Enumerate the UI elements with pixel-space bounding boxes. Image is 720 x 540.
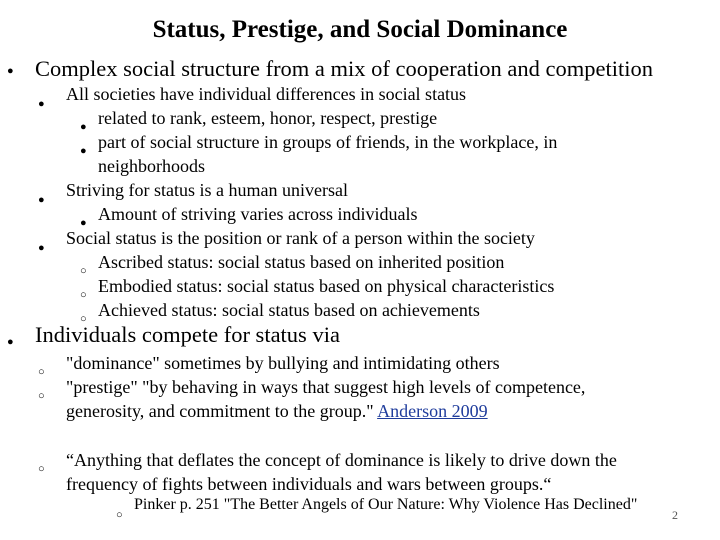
sub-item-ascribed-status: Ascribed status: social status based on inherited position <box>98 252 505 272</box>
bullet-dot-icon: ● <box>38 194 45 206</box>
bullet-circle-icon: ○ <box>38 390 45 402</box>
sub-item-continuation: neighborhoods <box>98 156 205 176</box>
bullet-circle-icon: ○ <box>80 289 87 301</box>
bullet-circle-icon: ○ <box>80 265 87 277</box>
bullet-striving-for-status: Striving for status is a human universal <box>66 180 348 200</box>
bullet-dot-icon: ● <box>80 145 87 157</box>
bullet-circle-icon: ○ <box>38 366 45 378</box>
bullet-circle-icon: ○ <box>80 313 87 325</box>
bullet-dot-icon: ● <box>80 121 87 133</box>
bullet-dot-icon: ● <box>80 217 87 229</box>
bullet-dot-icon: ● <box>38 242 45 254</box>
sub-item-part-of-social-structure: part of social structure in groups of friends, in the workplace, in <box>98 132 558 152</box>
sub-item-amount-of-striving: Amount of striving varies across individuals <box>98 204 418 224</box>
pinker-citation: Pinker p. 251 "The Better Angels of Our Nature: Why Violence Has Declined" <box>134 496 638 513</box>
prestige-continuation-text: generosity, and commitment to the group." <box>66 401 378 421</box>
bullet-dot-icon: ● <box>38 98 45 110</box>
bullet-complex-social-structure: Complex social structure from a mix of cooperation and competition <box>35 56 653 81</box>
bullet-individual-differences: All societies have individual differences in social status <box>66 84 467 104</box>
slide-title: Status, Prestige, and Social Dominance <box>152 16 568 43</box>
bullet-dot-icon: ● <box>7 65 14 77</box>
bullet-social-status-definition: Social status is the position or rank of a person within the society <box>66 228 535 248</box>
sub-item-related-to-rank: related to rank, esteem, honor, respect, prestige <box>98 108 438 128</box>
quote-line-1: “Anything that deflates the concept of dominance is likely to drive down the <box>66 450 617 470</box>
bullet-dot-icon: ● <box>7 336 14 348</box>
quote-line-2: frequency of fights between individuals and wars between groups.“ <box>66 474 552 494</box>
sub-item-achieved-status: Achieved status: social status based on achievements <box>98 300 480 320</box>
sub-item-prestige: "prestige" "by behaving in ways that suggest high levels of competence, <box>66 377 586 397</box>
sub-item-embodied-status: Embodied status: social status based on physical characteristics <box>98 276 555 296</box>
bullet-circle-icon: ○ <box>38 463 45 475</box>
anderson-2009-link[interactable]: Anderson 2009 <box>377 401 488 421</box>
bullet-individuals-compete: Individuals compete for status via <box>35 322 340 347</box>
sub-item-prestige-continuation <box>66 399 488 423</box>
bullet-circle-icon: ○ <box>116 509 123 521</box>
sub-item-dominance: "dominance" sometimes by bullying and intimidating others <box>66 353 500 373</box>
page-number: 2 <box>672 508 678 522</box>
